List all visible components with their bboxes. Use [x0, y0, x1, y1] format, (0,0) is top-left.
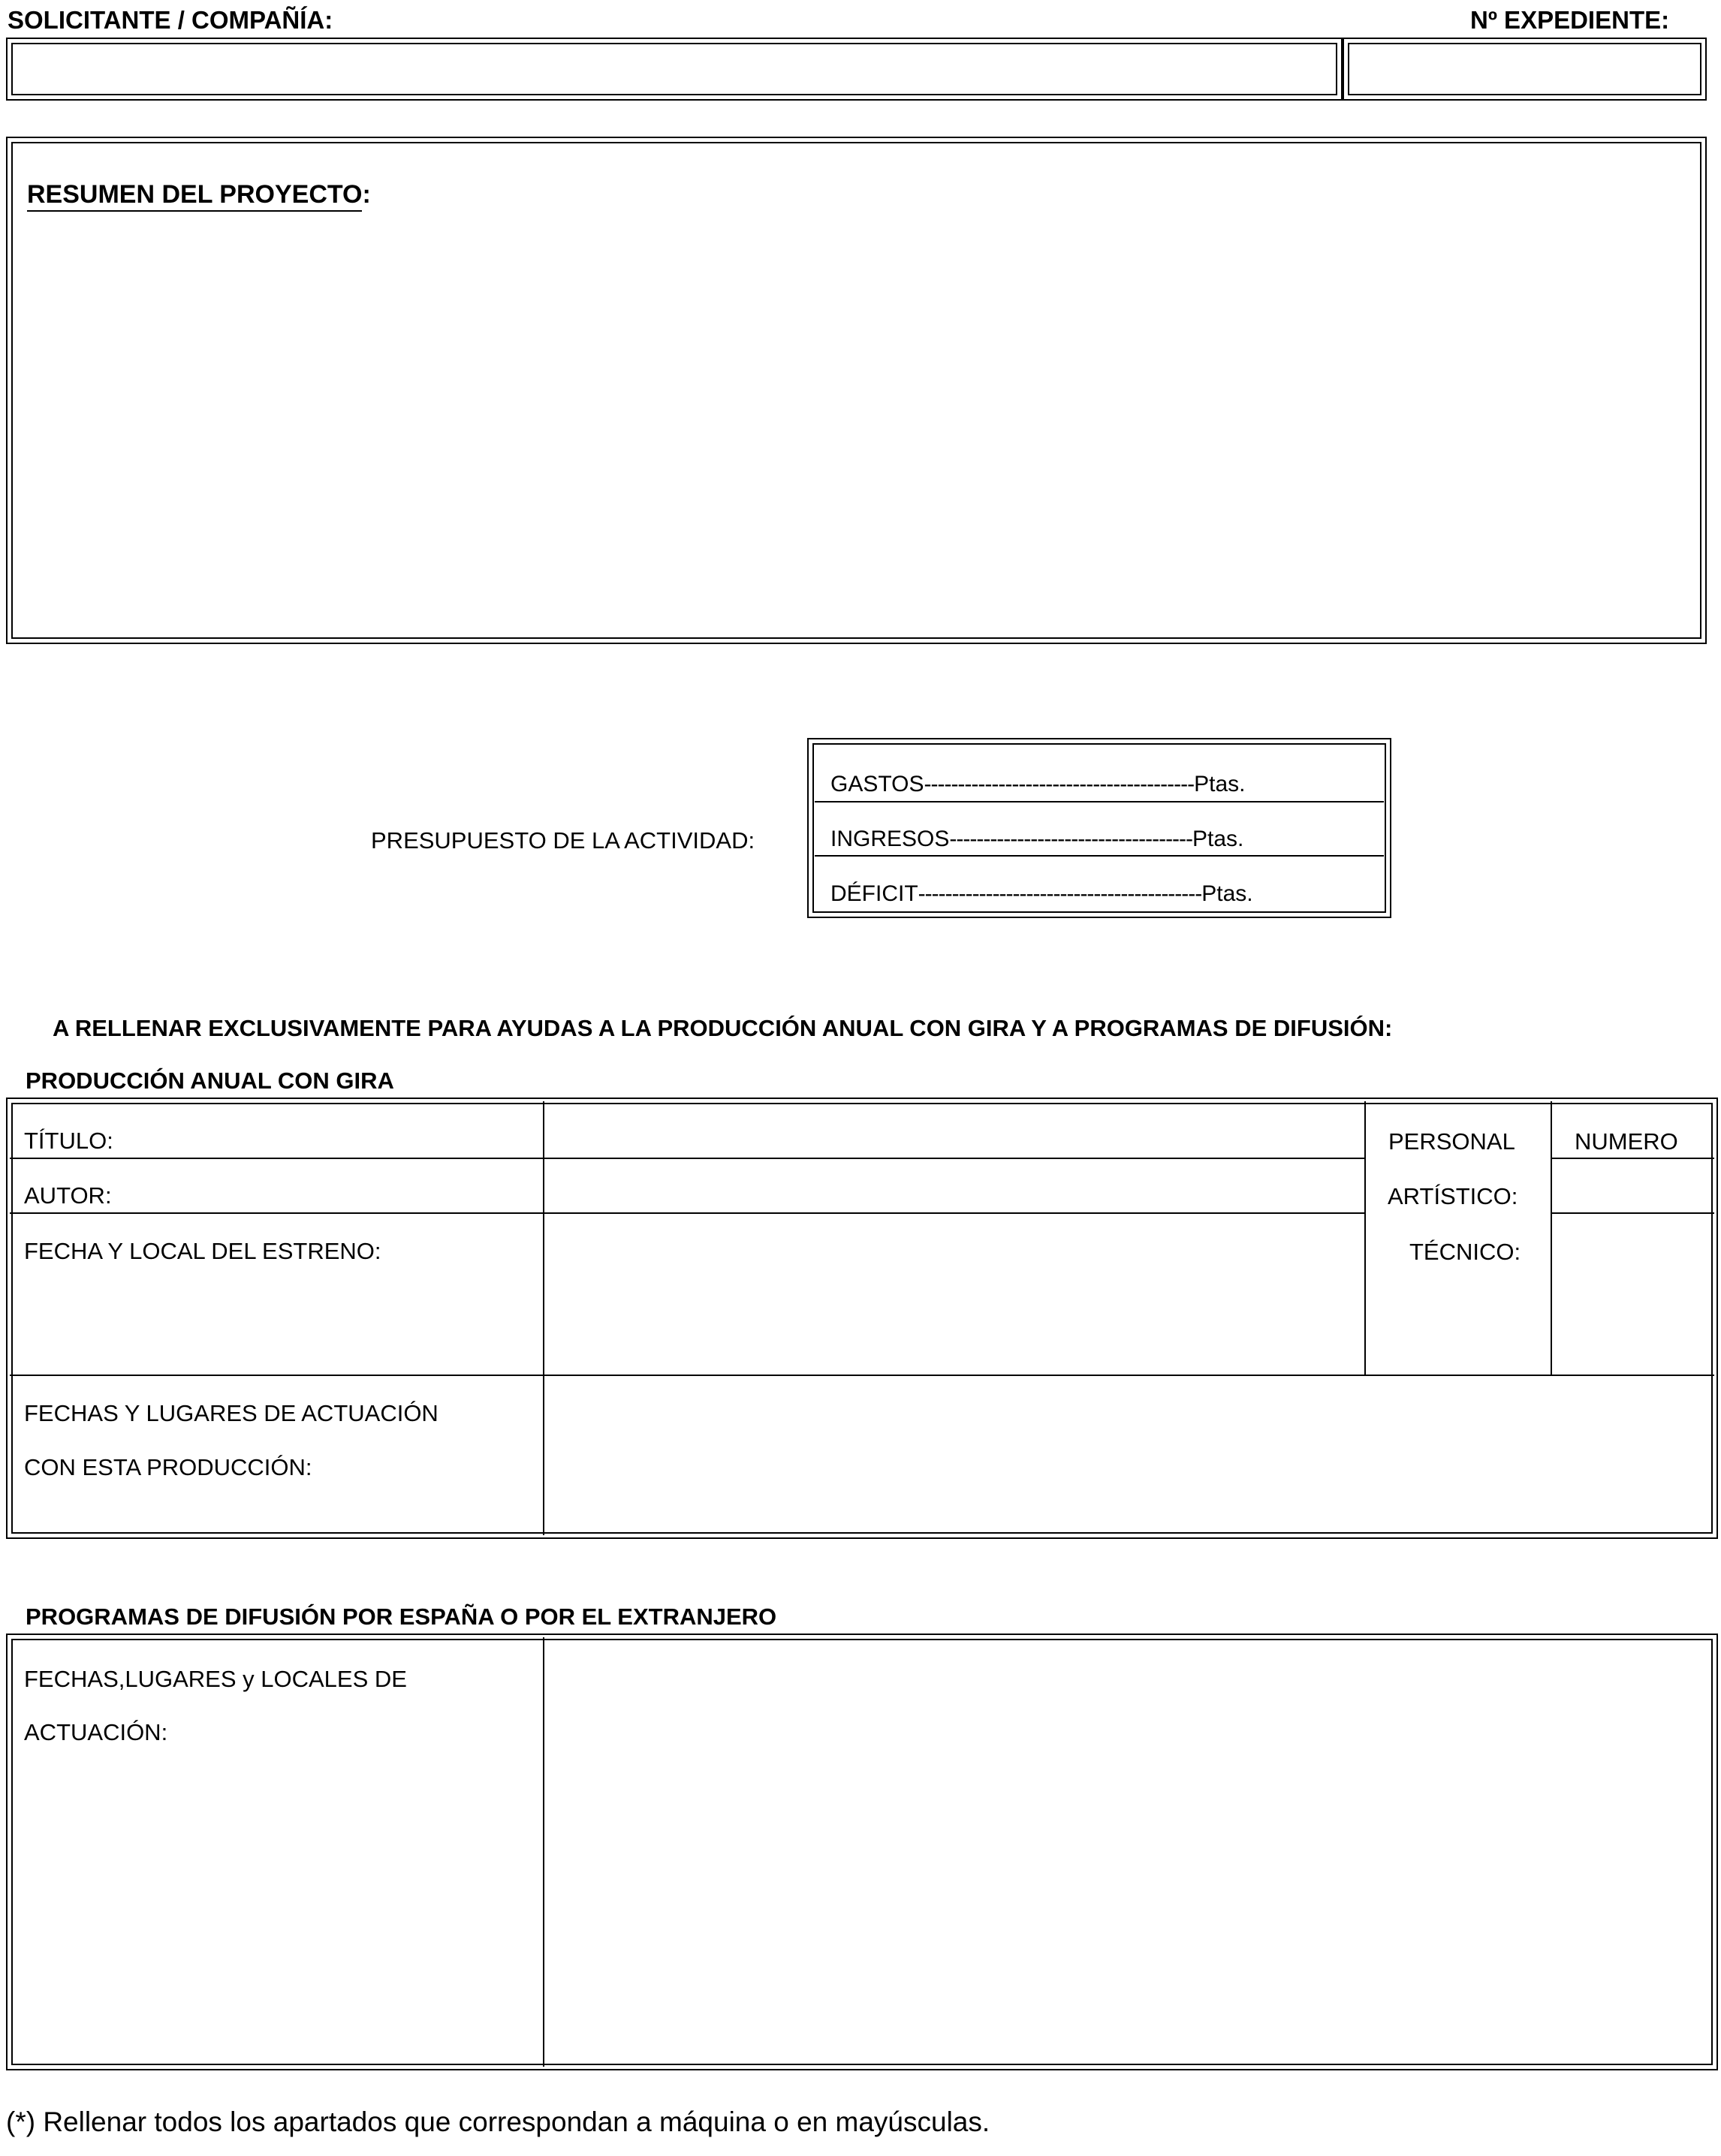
- annual-row-divider-1b: [1551, 1158, 1714, 1159]
- annual-row-divider-3: [10, 1375, 1714, 1376]
- diffusion-title: PROGRAMAS DE DIFUSIÓN POR ESPAÑA O POR EL EXTRANJERO: [26, 1603, 777, 1630]
- project-summary-box[interactable]: [6, 137, 1707, 644]
- deficit-dashes: ------------------------------------------: [918, 881, 1202, 906]
- title-field[interactable]: [545, 1102, 1364, 1156]
- expenses-unit: Ptas.: [1194, 772, 1246, 796]
- budget-row-deficit[interactable]: [830, 881, 1253, 907]
- annual-production-title: PRODUCCIÓN ANUAL CON GIRA: [26, 1067, 394, 1094]
- applicant-label: SOLICITANTE / COMPAÑÍA:: [8, 6, 333, 34]
- artistic-label: ARTÍSTICO:: [1388, 1183, 1518, 1209]
- performances-label-line1: FECHAS Y LUGARES DE ACTUACIÓN: [24, 1400, 439, 1426]
- annual-row-divider-1: [10, 1158, 1364, 1159]
- budget-row-expenses[interactable]: [830, 772, 1245, 797]
- income-label: INGRESOS: [830, 827, 950, 851]
- footer-note: (*) Rellenar todos los apartados que correspondan a máquina o en mayúsculas.: [6, 2106, 990, 2137]
- technical-label: TÉCNICO:: [1409, 1239, 1521, 1265]
- exclusive-note: A RELLENAR EXCLUSIVAMENTE PARA AYUDAS A LA PRODUCCIÓN ANUAL CON GIRA Y A PROGRAMAS DE DIFUSIÓN:: [53, 1015, 1393, 1041]
- premiere-field[interactable]: [545, 1215, 1364, 1373]
- title-label: TÍTULO:: [24, 1128, 113, 1154]
- budget-divider-2: [815, 855, 1384, 857]
- author-field[interactable]: [545, 1160, 1364, 1211]
- project-summary-colon: :: [362, 180, 371, 209]
- premiere-label: FECHA Y LOCAL DEL ESTRENO:: [24, 1238, 381, 1264]
- venues-field[interactable]: [545, 1638, 1713, 2066]
- budget-divider-1: [815, 801, 1384, 802]
- income-dashes: ------------------------------------: [949, 827, 1193, 851]
- annual-row-divider-2: [10, 1212, 1364, 1214]
- budget-row-income[interactable]: [830, 827, 1243, 852]
- technical-count-field[interactable]: [1553, 1215, 1713, 1373]
- deficit-label: DÉFICIT: [830, 881, 918, 906]
- annual-col-divider-3: [1551, 1101, 1552, 1376]
- file-number-label: Nº EXPEDIENTE:: [1470, 6, 1670, 34]
- venues-label-line2: ACTUACIÓN:: [24, 1719, 168, 1745]
- annual-row-divider-2b: [1551, 1212, 1714, 1214]
- author-label: AUTOR:: [24, 1182, 112, 1209]
- deficit-unit: Ptas.: [1201, 881, 1253, 906]
- file-number-field[interactable]: [1343, 38, 1707, 101]
- performances-label-line2: CON ESTA PRODUCCIÓN:: [24, 1454, 312, 1480]
- project-summary-title: RESUMEN DEL PROYECTO: [27, 180, 362, 212]
- expenses-label: GASTOS: [830, 772, 924, 796]
- annual-col-divider-2: [1364, 1101, 1366, 1376]
- performances-field[interactable]: [545, 1377, 1713, 1534]
- applicant-field[interactable]: [6, 38, 1343, 101]
- personnel-label: PERSONAL: [1388, 1128, 1515, 1155]
- artistic-count-field[interactable]: [1553, 1160, 1713, 1211]
- project-summary-label: [27, 182, 371, 207]
- number-label: NUMERO: [1575, 1128, 1678, 1155]
- expenses-dashes: ----------------------------------------: [924, 772, 1195, 796]
- diffusion-col-divider: [543, 1637, 544, 2067]
- budget-label: PRESUPUESTO DE LA ACTIVIDAD:: [371, 827, 755, 854]
- income-unit: Ptas.: [1192, 827, 1244, 851]
- annual-col-divider-1: [543, 1101, 544, 1535]
- venues-label-line1: FECHAS,LUGARES y LOCALES DE: [24, 1666, 407, 1692]
